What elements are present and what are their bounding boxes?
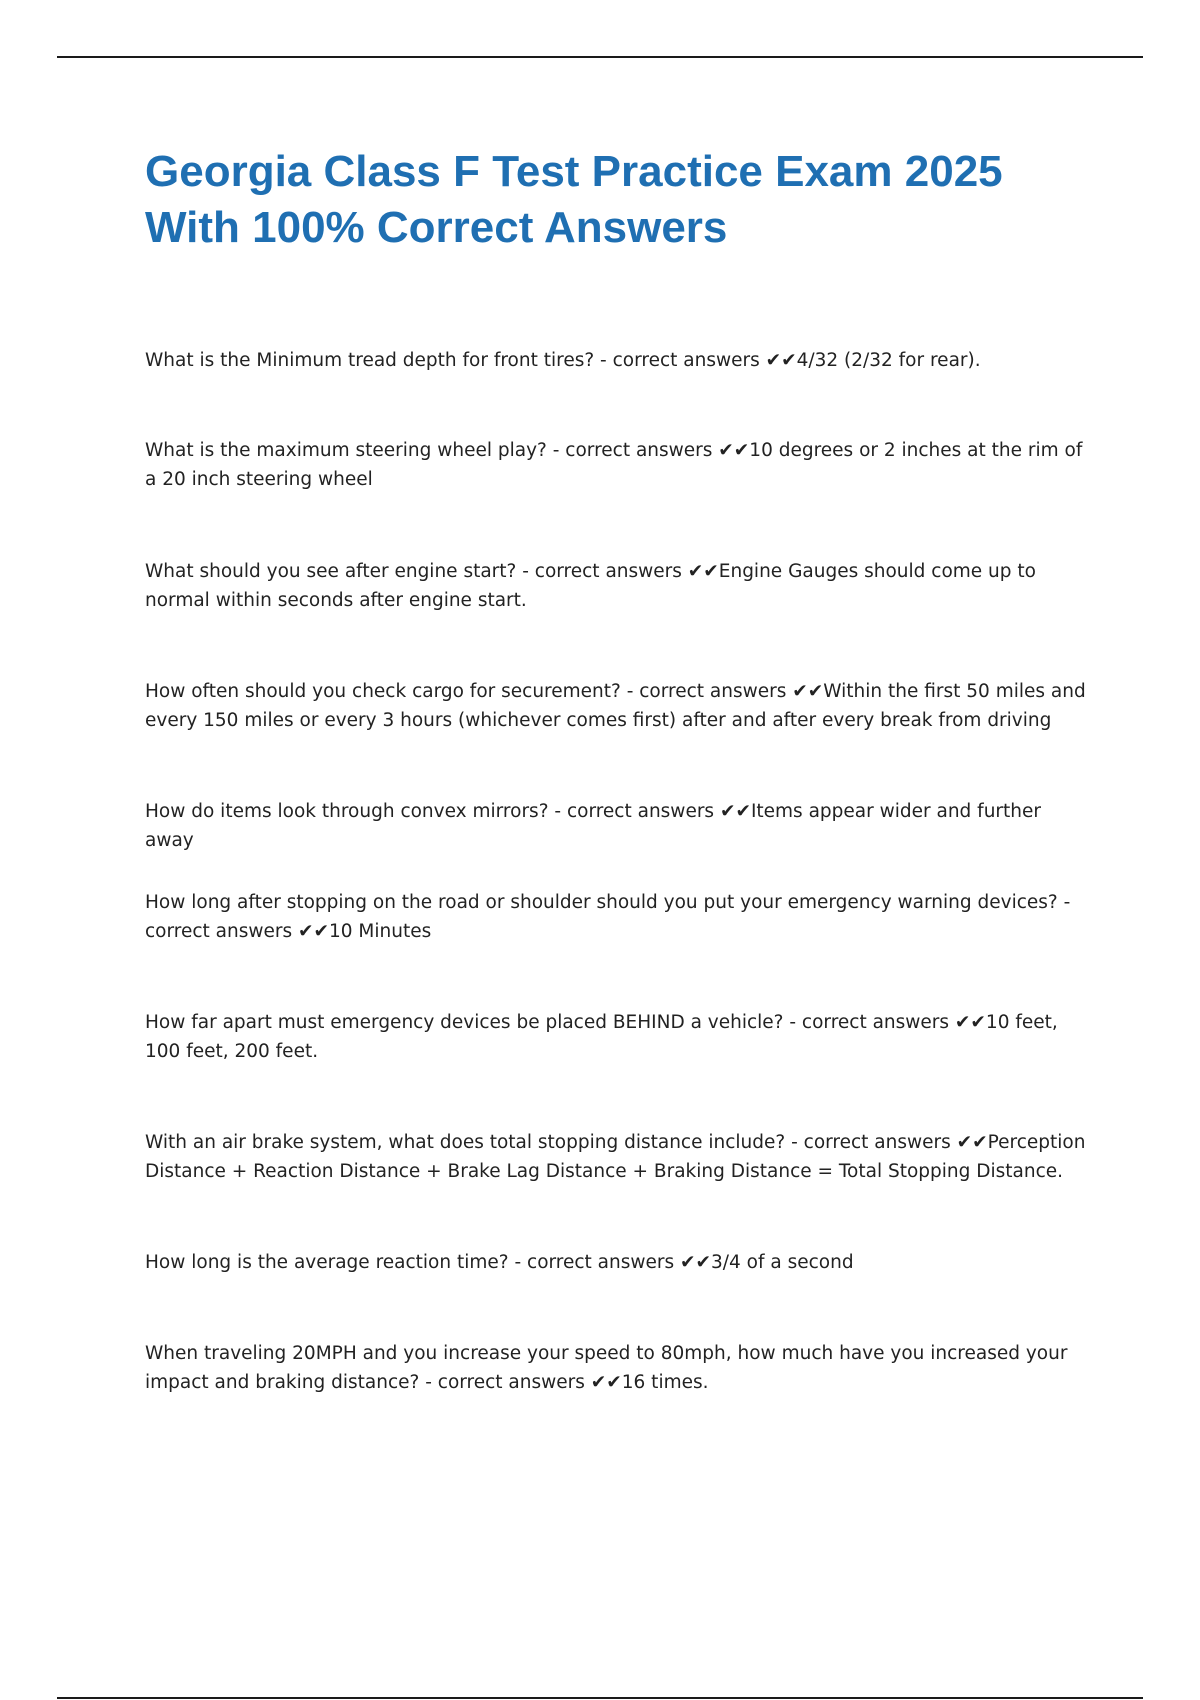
qa-item-4: How often should you check cargo for securement? - correct answers ✔✔Within the first 50 miles and every 150 miles or every 3 hours (whichever comes first) after and after every break from driving [145, 681, 1086, 731]
qa-item-7: How far apart must emergency devices be placed BEHIND a vehicle? - correct answers ✔✔10 feet, 100 feet, 200 feet. [145, 1012, 1058, 1062]
qa-item-5: How do items look through convex mirrors? - correct answers ✔✔Items appear wider and further away [145, 801, 1041, 851]
qa-item-6: How long after stopping on the road or shoulder should you put your emergency warning devices? - correct answers ✔✔10 Minutes [145, 892, 1071, 942]
header-rule [57, 56, 1143, 58]
document-title: Georgia Class F Test Practice Exam 2025 With 100% Correct Answers [145, 147, 1003, 252]
qa-item-2: What is the maximum steering wheel play? - correct answers ✔✔10 degrees or 2 inches at the rim of a 20 inch steering wheel [145, 440, 1083, 490]
qa-item-3: What should you see after engine start? - correct answers ✔✔Engine Gauges should come up to normal within seconds after engine start. [145, 561, 1036, 611]
qa-item-9: How long is the average reaction time? - correct answers ✔✔3/4 of a second [145, 1252, 854, 1273]
qa-item-10: When traveling 20MPH and you increase your speed to 80mph, how much have you increased your impact and braking distance? - correct answers ✔✔16 times. [145, 1343, 1068, 1393]
qa-item-1: What is the Minimum tread depth for front tires? - correct answers ✔✔4/32 (2/32 for rear). [145, 350, 981, 371]
footer-rule [57, 1697, 1143, 1699]
qa-item-8: With an air brake system, what does total stopping distance include? - correct answers ✔✔Perception Distance + Reaction Distance + Brake Lag Distance + Braking Distance = Total Stopping Distance. [145, 1132, 1086, 1182]
